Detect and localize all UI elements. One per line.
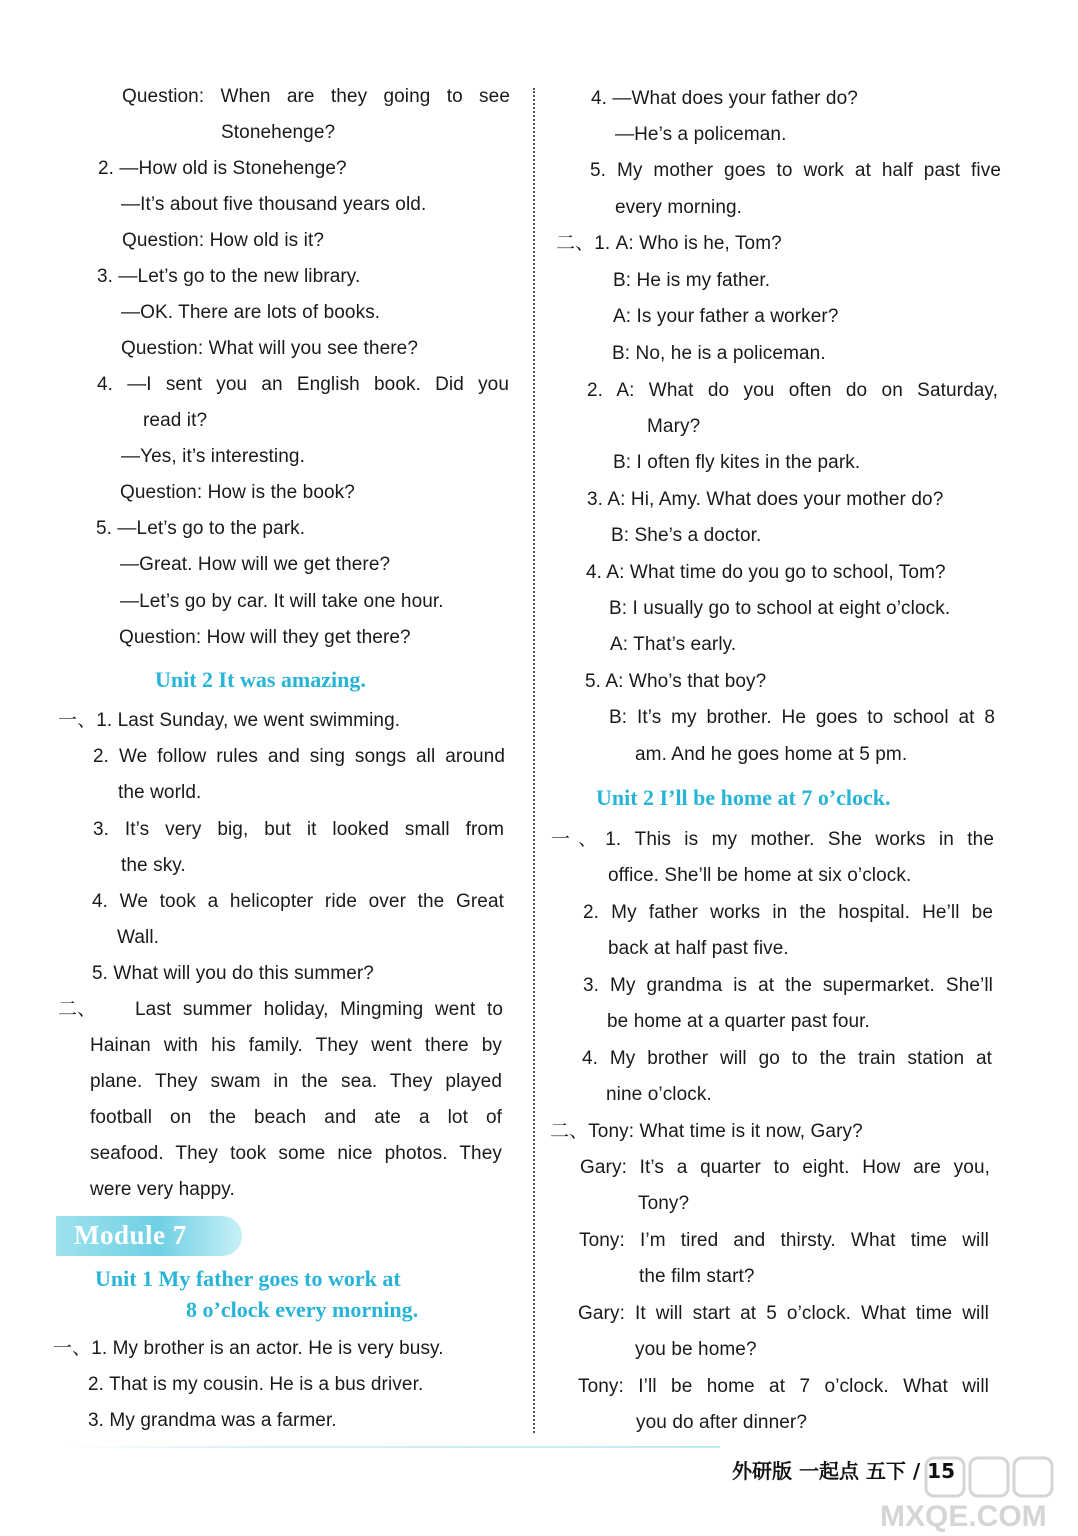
- text-line: Mary?: [647, 416, 701, 437]
- text-line: Hainan with his family. They went there by: [90, 1035, 502, 1056]
- text-line: B: I usually go to school at eight o’clock.: [609, 598, 951, 619]
- text-line: Tony?: [638, 1193, 690, 1214]
- text-line: Wall.: [117, 927, 160, 948]
- text-line: B: She’s a doctor.: [611, 525, 762, 546]
- text-line: football on the beach and ate a lot of: [90, 1107, 502, 1128]
- text-line: Stonehenge?: [221, 122, 336, 143]
- text-line: B: No, he is a policeman.: [612, 343, 826, 364]
- unit-heading: Unit 1 My father goes to work at: [95, 1266, 401, 1291]
- text-line: 二、Tony: What time is it now, Gary?: [550, 1121, 863, 1142]
- text-line: 3. A: Hi, Amy. What does your mother do?: [587, 489, 944, 510]
- text-line: am. And he goes home at 5 pm.: [635, 744, 908, 765]
- module-title: Module 7: [74, 1220, 187, 1250]
- text-line: 一、1. This is my mother. She works in the: [551, 829, 994, 850]
- text-line: 2. —How old is Stonehenge?: [98, 158, 347, 179]
- unit-heading: Unit 2 I’ll be home at 7 o’clock.: [596, 785, 891, 810]
- footer-rule: [60, 1446, 720, 1448]
- text-line: Last summer holiday, Mingming went to: [135, 999, 503, 1020]
- text-line: 5. What will you do this summer?: [92, 963, 374, 984]
- text-line: —Yes, it’s interesting.: [121, 446, 305, 467]
- text-line: Question: How is the book?: [120, 482, 355, 503]
- section-marker: 二、: [58, 999, 97, 1020]
- text-line: 3. —Let’s go to the new library.: [97, 266, 361, 287]
- text-line: A: That’s early.: [610, 634, 737, 655]
- text-line: 一、1. My brother is an actor. He is very busy.: [53, 1338, 444, 1359]
- text-line: office. She’ll be home at six o’clock.: [608, 865, 912, 886]
- text-line: 3. My grandma is at the supermarket. She’ll: [583, 975, 993, 996]
- text-line: every morning.: [615, 197, 743, 218]
- text-line: —It’s about five thousand years old.: [121, 194, 427, 215]
- text-line: 4. —I sent you an English book. Did you: [97, 374, 509, 395]
- text-line: the film start?: [639, 1266, 755, 1287]
- text-line: Question: How old is it?: [122, 230, 324, 251]
- text-line: 3. It’s very big, but it looked small from: [93, 819, 504, 840]
- text-line: 5. —Let’s go to the park.: [96, 518, 306, 539]
- text-line: 一、1. Last Sunday, we went swimming.: [58, 710, 401, 731]
- module-badge: [56, 1216, 242, 1256]
- text-line: B: I often fly kites in the park.: [613, 452, 861, 473]
- text-line: —He’s a policeman.: [615, 124, 787, 145]
- text-line: you be home?: [635, 1339, 757, 1360]
- unit-heading: Unit 2 It was amazing.: [155, 667, 366, 692]
- text-line: 5. My mother goes to work at half past five: [590, 160, 1001, 181]
- text-line: Gary: It will start at 5 o’clock. What time will: [578, 1303, 989, 1324]
- text-line: A: Is your father a worker?: [613, 306, 839, 327]
- page-footer: 外研版 一起点 五下 / 15: [732, 1459, 955, 1483]
- text-line: be home at a quarter past four.: [607, 1011, 870, 1032]
- text-line: B: It’s my brother. He goes to school at 8: [609, 707, 995, 728]
- text-line: Question: When are they going to see: [122, 86, 510, 107]
- text-line: 二、1. A: Who is he, Tom?: [556, 233, 782, 254]
- text-line: Tony: I’ll be home at 7 o’clock. What will: [578, 1376, 989, 1397]
- text-line: 4. —What does your father do?: [591, 88, 858, 109]
- text-line: 5. A: Who’s that boy?: [585, 671, 767, 692]
- text-line: plane. They swam in the sea. They played: [90, 1071, 502, 1092]
- text-line: Question: How will they get there?: [119, 627, 411, 648]
- text-line: seafood. They took some nice photos. They: [90, 1143, 502, 1164]
- text-line: 4. A: What time do you go to school, Tom?: [586, 562, 946, 583]
- text-line: 2. We follow rules and sing songs all around: [93, 746, 505, 767]
- text-line: B: He is my father.: [613, 270, 771, 291]
- text-line: were very happy.: [90, 1179, 235, 1200]
- text-line: 3. My grandma was a farmer.: [88, 1410, 337, 1431]
- text-line: the world.: [118, 782, 202, 803]
- text-line: nine o’clock.: [606, 1084, 712, 1105]
- text-line: read it?: [143, 410, 208, 431]
- text-line: 4. My brother will go to the train station at: [582, 1048, 992, 1069]
- text-line: Tony: I’m tired and thirsty. What time will: [579, 1230, 989, 1251]
- column-divider: [533, 88, 535, 1433]
- text-line: you do after dinner?: [636, 1412, 808, 1433]
- text-line: 4. We took a helicopter ride over the Great: [92, 891, 504, 912]
- text-line: Gary: It’s a quarter to eight. How are you,: [580, 1157, 990, 1178]
- text-line: 2. That is my cousin. He is a bus driver.: [88, 1374, 424, 1395]
- text-line: —Let’s go by car. It will take one hour.: [120, 591, 444, 612]
- text-line: 2. A: What do you often do on Saturday,: [587, 380, 998, 401]
- text-line: —Great. How will we get there?: [120, 554, 391, 575]
- text-line: back at half past five.: [608, 938, 789, 959]
- watermark-logo: [866, 1454, 1076, 1534]
- unit-heading: 8 o’clock every morning.: [186, 1297, 419, 1322]
- watermark-text: MXQE.COM: [880, 1500, 1047, 1533]
- text-line: the sky.: [121, 855, 186, 876]
- text-line: —OK. There are lots of books.: [121, 302, 381, 323]
- text-line: 2. My father works in the hospital. He’ll be: [583, 902, 993, 923]
- text-line: Question: What will you see there?: [121, 338, 418, 359]
